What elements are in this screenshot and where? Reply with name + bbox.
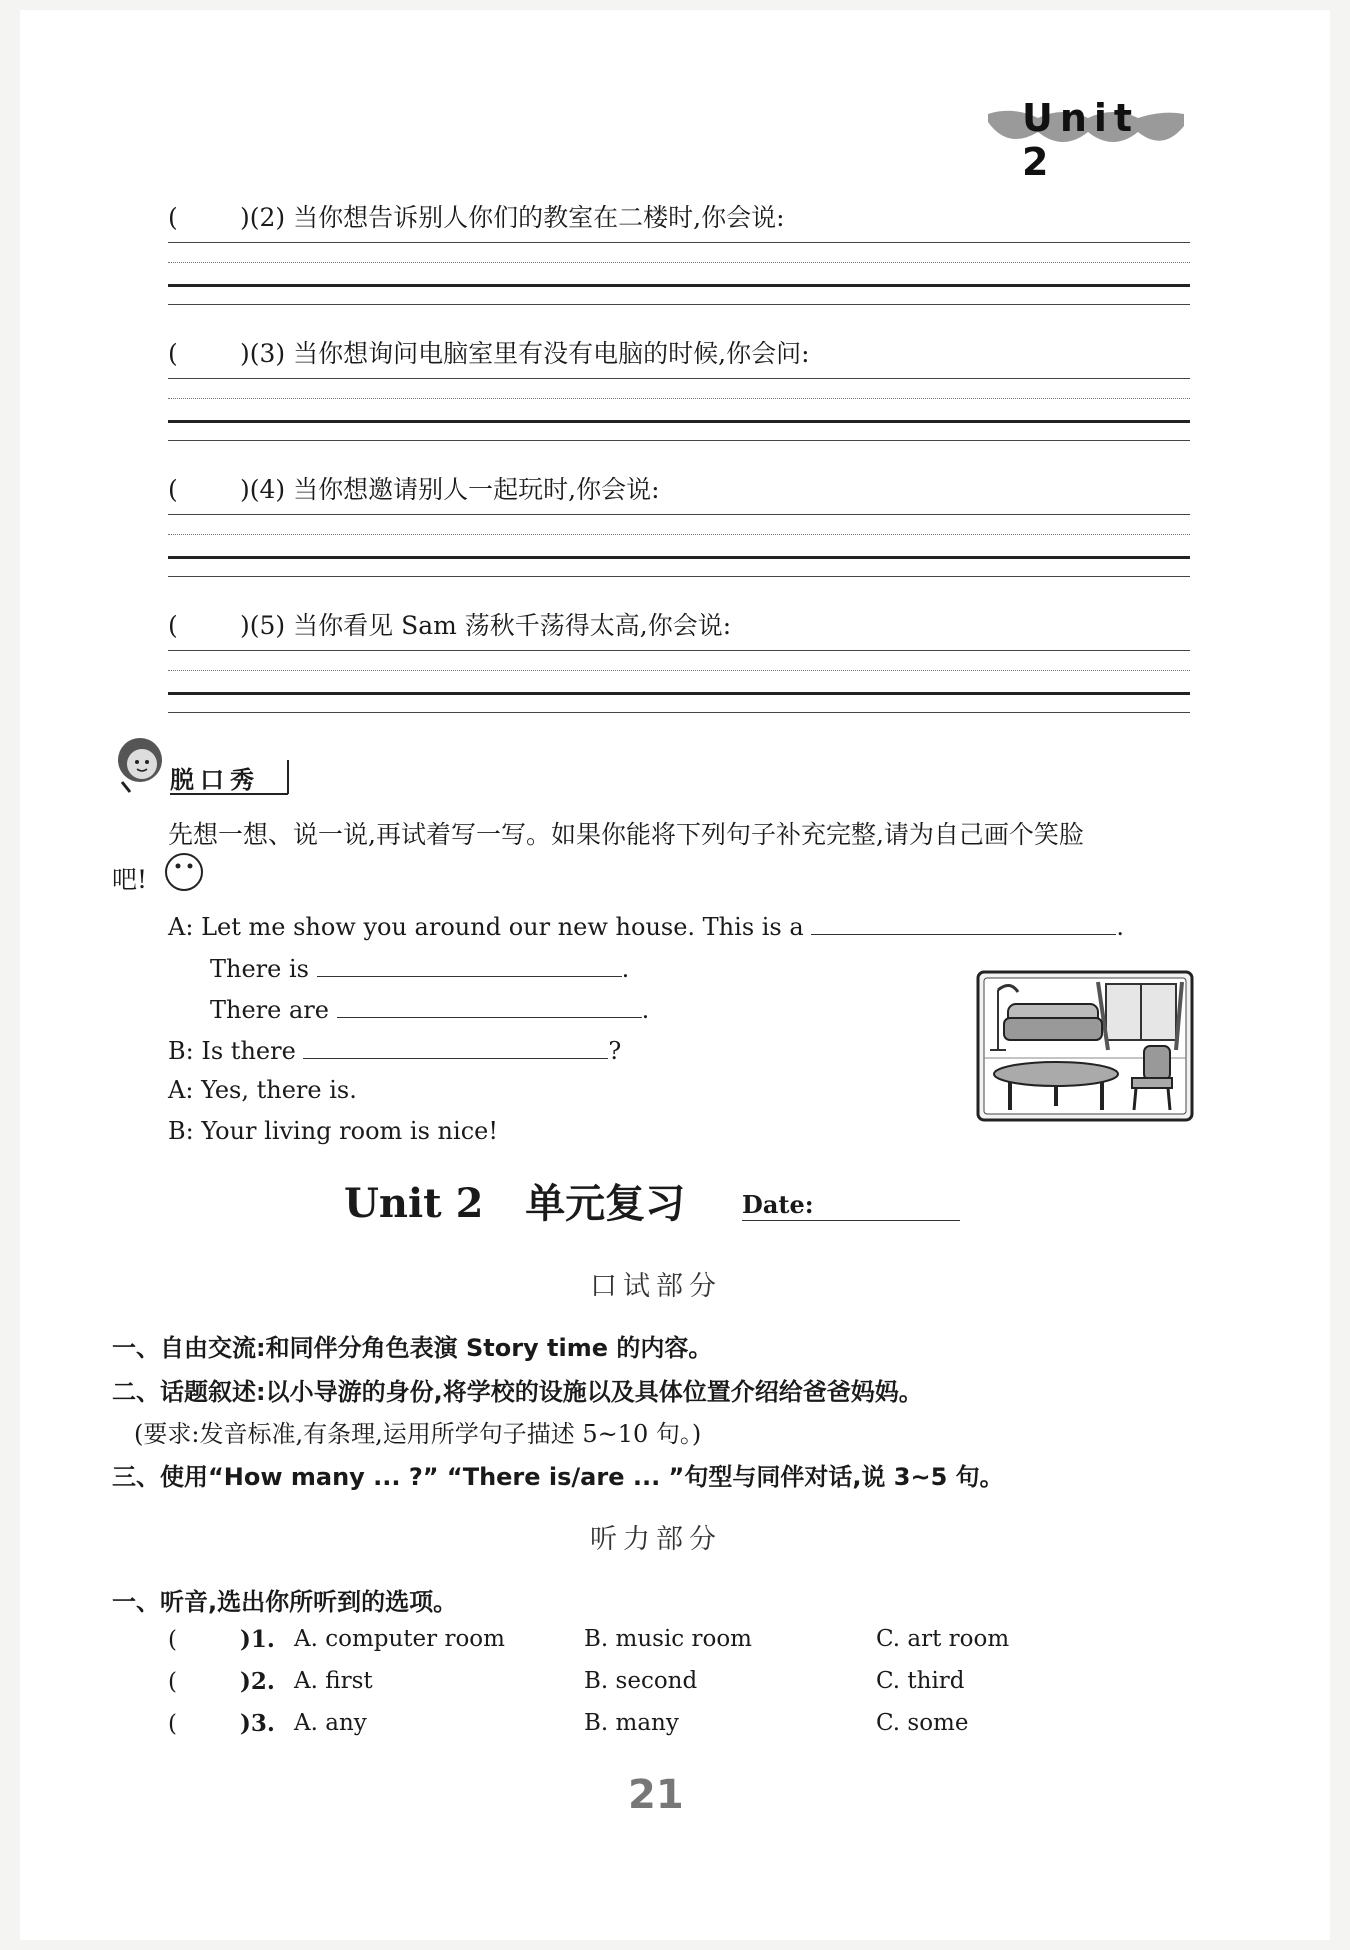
dialogue-line-4: B: Is there ? [168, 1034, 621, 1065]
question-5: ( )(5) 当你看见 Sam 荡秋千荡得太高,你会说: [168, 611, 732, 640]
fill-blank[interactable] [303, 1034, 608, 1059]
question-3: ( )(3) 当你想询问电脑室里有没有电脑的时候,你会问: [168, 339, 810, 368]
option-c: C. third [876, 1668, 965, 1694]
guide-line [168, 692, 1190, 695]
date-label: Date: [742, 1190, 814, 1219]
guide-line [168, 712, 1190, 713]
listening-item-1: ( )1. [168, 1626, 275, 1653]
answer-line[interactable] [168, 242, 1190, 243]
fill-blank[interactable] [811, 910, 1116, 935]
option-b: B. many [584, 1710, 679, 1736]
option-c: C. some [876, 1710, 969, 1736]
guide-line [168, 576, 1190, 577]
dialogue-line-1: A: Let me show you around our new house. This is a . [168, 910, 1124, 941]
dialogue-line-6: B: Your living room is nice! [168, 1117, 498, 1145]
dialogue-line-2: There is . [210, 952, 629, 983]
option-a: A. any [294, 1710, 367, 1736]
unit-badge [988, 92, 1188, 184]
listening-item-2: ( )2. [168, 1668, 275, 1695]
answer-line[interactable] [168, 378, 1190, 379]
option-b: B. music room [584, 1626, 752, 1652]
talk-show-instruction: 先想一想、说一说,再试着写一写。如果你能将下列句子补充完整,请为自己画个笑脸 [168, 820, 1084, 849]
oral-section-heading: 口试部分 [590, 1271, 722, 1302]
guide-line [168, 556, 1190, 559]
girl-mascot-icon [110, 732, 170, 794]
guide-line [168, 670, 1190, 671]
guide-line [168, 534, 1190, 535]
fill-blank[interactable] [337, 993, 642, 1018]
living-room-illustration [976, 970, 1194, 1122]
page-number: 21 [628, 1772, 684, 1818]
answer-paren[interactable]: ( [168, 1711, 177, 1737]
guide-line [168, 440, 1190, 441]
smiley-face-icon[interactable] [164, 852, 204, 892]
date-field[interactable] [742, 1220, 960, 1221]
answer-line[interactable] [168, 514, 1190, 515]
talk-show-instruction-end: 吧! [112, 865, 148, 894]
title-underline [170, 793, 288, 795]
guide-line [168, 262, 1190, 263]
listening-item-3: ( )3. [168, 1710, 275, 1737]
listening-instruction: 一、听音,选出你所听到的选项。 [112, 1588, 458, 1616]
guide-line [168, 398, 1190, 399]
dialogue-line-5: A: Yes, there is. [168, 1076, 357, 1104]
guide-line [168, 420, 1190, 423]
answer-paren[interactable]: ( [168, 1669, 177, 1695]
listening-section-heading: 听力部分 [590, 1524, 722, 1555]
title-divider [287, 760, 289, 794]
oral-item-2: 二、话题叙述:以小导游的身份,将学校的设施以及具体位置介绍给爸爸妈妈。 [112, 1378, 923, 1406]
oral-item-3: 三、使用“How many ... ?” “There is/are ... ”句型与同伴对话,说 3~5 句。 [112, 1463, 1004, 1491]
question-4: ( )(4) 当你想邀请别人一起玩时,你会说: [168, 475, 660, 504]
guide-line [168, 284, 1190, 287]
question-2: ( )(2) 当你想告诉别人你们的教室在二楼时,你会说: [168, 203, 785, 232]
option-c: C. art room [876, 1626, 1010, 1652]
dialogue-line-3: There are . [210, 993, 649, 1024]
oral-item-1: 一、自由交流:和同伴分角色表演 Story time 的内容。 [112, 1334, 713, 1362]
oral-item-2-requirement: (要求:发音标准,有条理,运用所学句子描述 5~10 句。) [134, 1420, 702, 1448]
review-title: Unit 2 单元复习 [344, 1180, 686, 1227]
option-b: B. second [584, 1668, 698, 1694]
answer-line[interactable] [168, 650, 1190, 651]
option-a: A. computer room [294, 1626, 505, 1652]
unit-label: Unit 2 [1022, 96, 1140, 184]
fill-blank[interactable] [317, 952, 622, 977]
option-a: A. first [294, 1668, 373, 1694]
talk-show-title: 脱口秀 [170, 766, 260, 794]
guide-line [168, 304, 1190, 305]
answer-paren[interactable]: ( [168, 1627, 177, 1653]
